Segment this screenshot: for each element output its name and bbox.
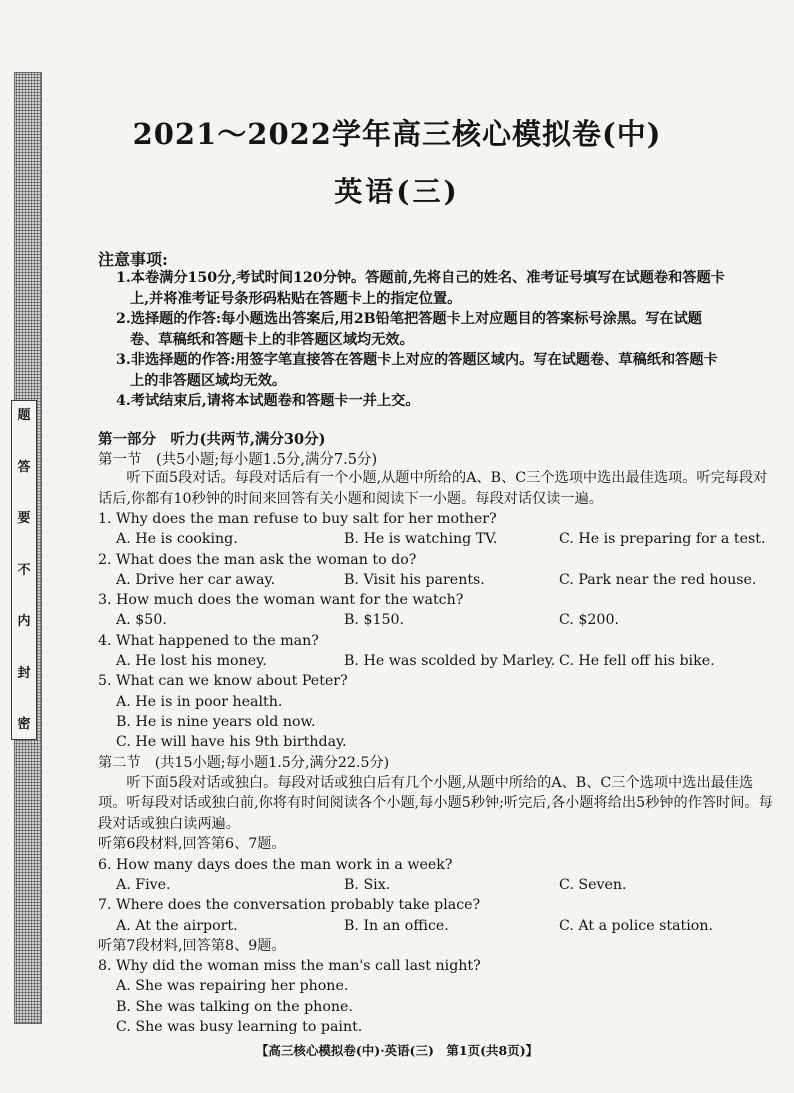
option-c: C. Seven. xyxy=(559,876,627,893)
option-a: A. He lost his money. xyxy=(116,653,267,670)
option-a: A. Drive her car away. xyxy=(116,571,276,588)
seal-char: 题 xyxy=(17,408,31,423)
notice-item: 3.非选择题的作答:用签字笔直接答在答题卡上对应的答题区域内。写在试题卷、草稿纸和答题卡 xyxy=(116,352,718,368)
seal-char: 密 xyxy=(17,717,31,732)
question-options xyxy=(98,570,778,590)
material-label: 听第7段材料,回答第8、9题。 xyxy=(98,937,286,954)
seal-line-notice xyxy=(11,400,37,740)
question-options xyxy=(98,916,778,936)
option-a: A. Five. xyxy=(116,876,171,893)
seal-char: 封 xyxy=(17,665,31,681)
material-label: 听第6段材料,回答第6、7题。 xyxy=(98,836,286,853)
option-b: B. $150. xyxy=(344,612,405,629)
question-stem: 5. What can we know about Peter? xyxy=(98,673,348,690)
option-b: B. Visit his parents. xyxy=(344,571,485,588)
option-c: C. $200. xyxy=(559,612,619,629)
section2-instructions: 听下面5段对话或独白。每段对话或独白后有几个小题,从题中所给的A、B、C三个选项中选出最佳选项。听每段对话或独白前,你将有时间阅读各个小题,每小题5秒钟;听完后,各小题将给出5秒钟的作答时间。每段对话或独白读两遍。 xyxy=(98,774,773,832)
seal-char: 不 xyxy=(17,562,31,578)
option-a: A. $50. xyxy=(116,612,167,629)
option-c: C. He is preparing for a test. xyxy=(559,531,766,548)
option-a: A. He is in poor health. xyxy=(116,693,283,710)
option-b: B. He was scolded by Marley. xyxy=(344,653,556,670)
question-stem: 1. Why does the man refuse to buy salt for her mother? xyxy=(98,511,497,527)
question-options xyxy=(98,651,778,671)
question-stem: 6. How many days does the man work in a week? xyxy=(98,856,453,873)
notice-item-cont: 上,并将准考证号条形码粘贴在答题卡上的指定位置。 xyxy=(130,290,462,307)
option-b: B. He is watching TV. xyxy=(344,531,498,548)
notice-item-cont: 卷、草稿纸和答题卡上的非答题区域均无效。 xyxy=(130,331,414,348)
notice-list xyxy=(116,268,766,412)
notice-item: 2.选择题的作答:每小题选出答案后,用2B铅笔把答题卡上对应题目的答案标号涂黑。写在试题 xyxy=(116,311,702,327)
question-stem: 7. Where does the conversation probably take place? xyxy=(98,897,481,914)
option-c: C. Park near the red house. xyxy=(559,571,757,588)
option-b: B. She was talking on the phone. xyxy=(116,998,353,1015)
seal-char: 答 xyxy=(17,459,31,475)
option-c: C. At a police station. xyxy=(559,917,713,934)
option-a: A. At the airport. xyxy=(116,917,238,934)
question-options xyxy=(98,875,778,895)
notice-item-cont: 上的非答题区域均无效。 xyxy=(130,372,287,389)
option-c: C. He will have his 9th birthday. xyxy=(116,734,347,751)
option-c: C. She was busy learning to paint. xyxy=(116,1019,363,1036)
question-options xyxy=(98,610,778,630)
section2-heading: 第二节 (共15小题;每小题1.5分,满分22.5分) xyxy=(98,754,390,771)
option-a: A. She was repairing her phone. xyxy=(116,978,349,995)
option-a: A. He is cooking. xyxy=(116,531,238,548)
question-stem: 3. How much does the woman want for the watch? xyxy=(98,592,464,609)
section1-block xyxy=(98,468,778,1037)
option-b: B. In an office. xyxy=(344,917,449,934)
question-stem: 8. Why did the woman miss the man's call last night? xyxy=(98,958,481,975)
option-c: C. He fell off his bike. xyxy=(559,653,715,670)
seal-char: 要 xyxy=(17,511,31,526)
question-stem: 2. What does the man ask the woman to do? xyxy=(98,551,417,568)
notice-item: 4.考试结束后,请将本试题卷和答题卡一并上交。 xyxy=(116,393,420,409)
notice-item: 1.本卷满分150分,考试时间120分钟。答题前,先将自己的姓名、准考证号填写在试题卷和答题卡 xyxy=(116,270,725,286)
exam-subject: 英语(三) xyxy=(334,175,460,208)
part1-heading: 第一部分 听力(共两节,满分30分) xyxy=(98,431,326,448)
question-options xyxy=(98,529,778,549)
question-stem: 4. What happened to the man? xyxy=(98,632,319,649)
page-footer: 【高三核心模拟卷(中)·英语(三) 第1页(共8页)】 xyxy=(255,1043,539,1058)
option-b: B. Six. xyxy=(344,876,391,893)
notice-heading: 注意事项: xyxy=(98,250,168,269)
section1-heading: 第一节 (共5小题;每小题1.5分,满分7.5分) xyxy=(98,452,378,468)
seal-char: 内 xyxy=(17,614,31,629)
section1-instructions: 听下面5段对话。每段对话后有一个小题,从题中所给的A、B、C三个选项中选出最佳选项。听完每段对话后,你都有10秒钟的时间来回答有关小题和阅读下一小题。每段对话仅读一遍。 xyxy=(98,470,768,507)
option-b: B. He is nine years old now. xyxy=(116,713,316,730)
exam-title: 2021～2022学年高三核心模拟卷(中) xyxy=(132,117,662,151)
